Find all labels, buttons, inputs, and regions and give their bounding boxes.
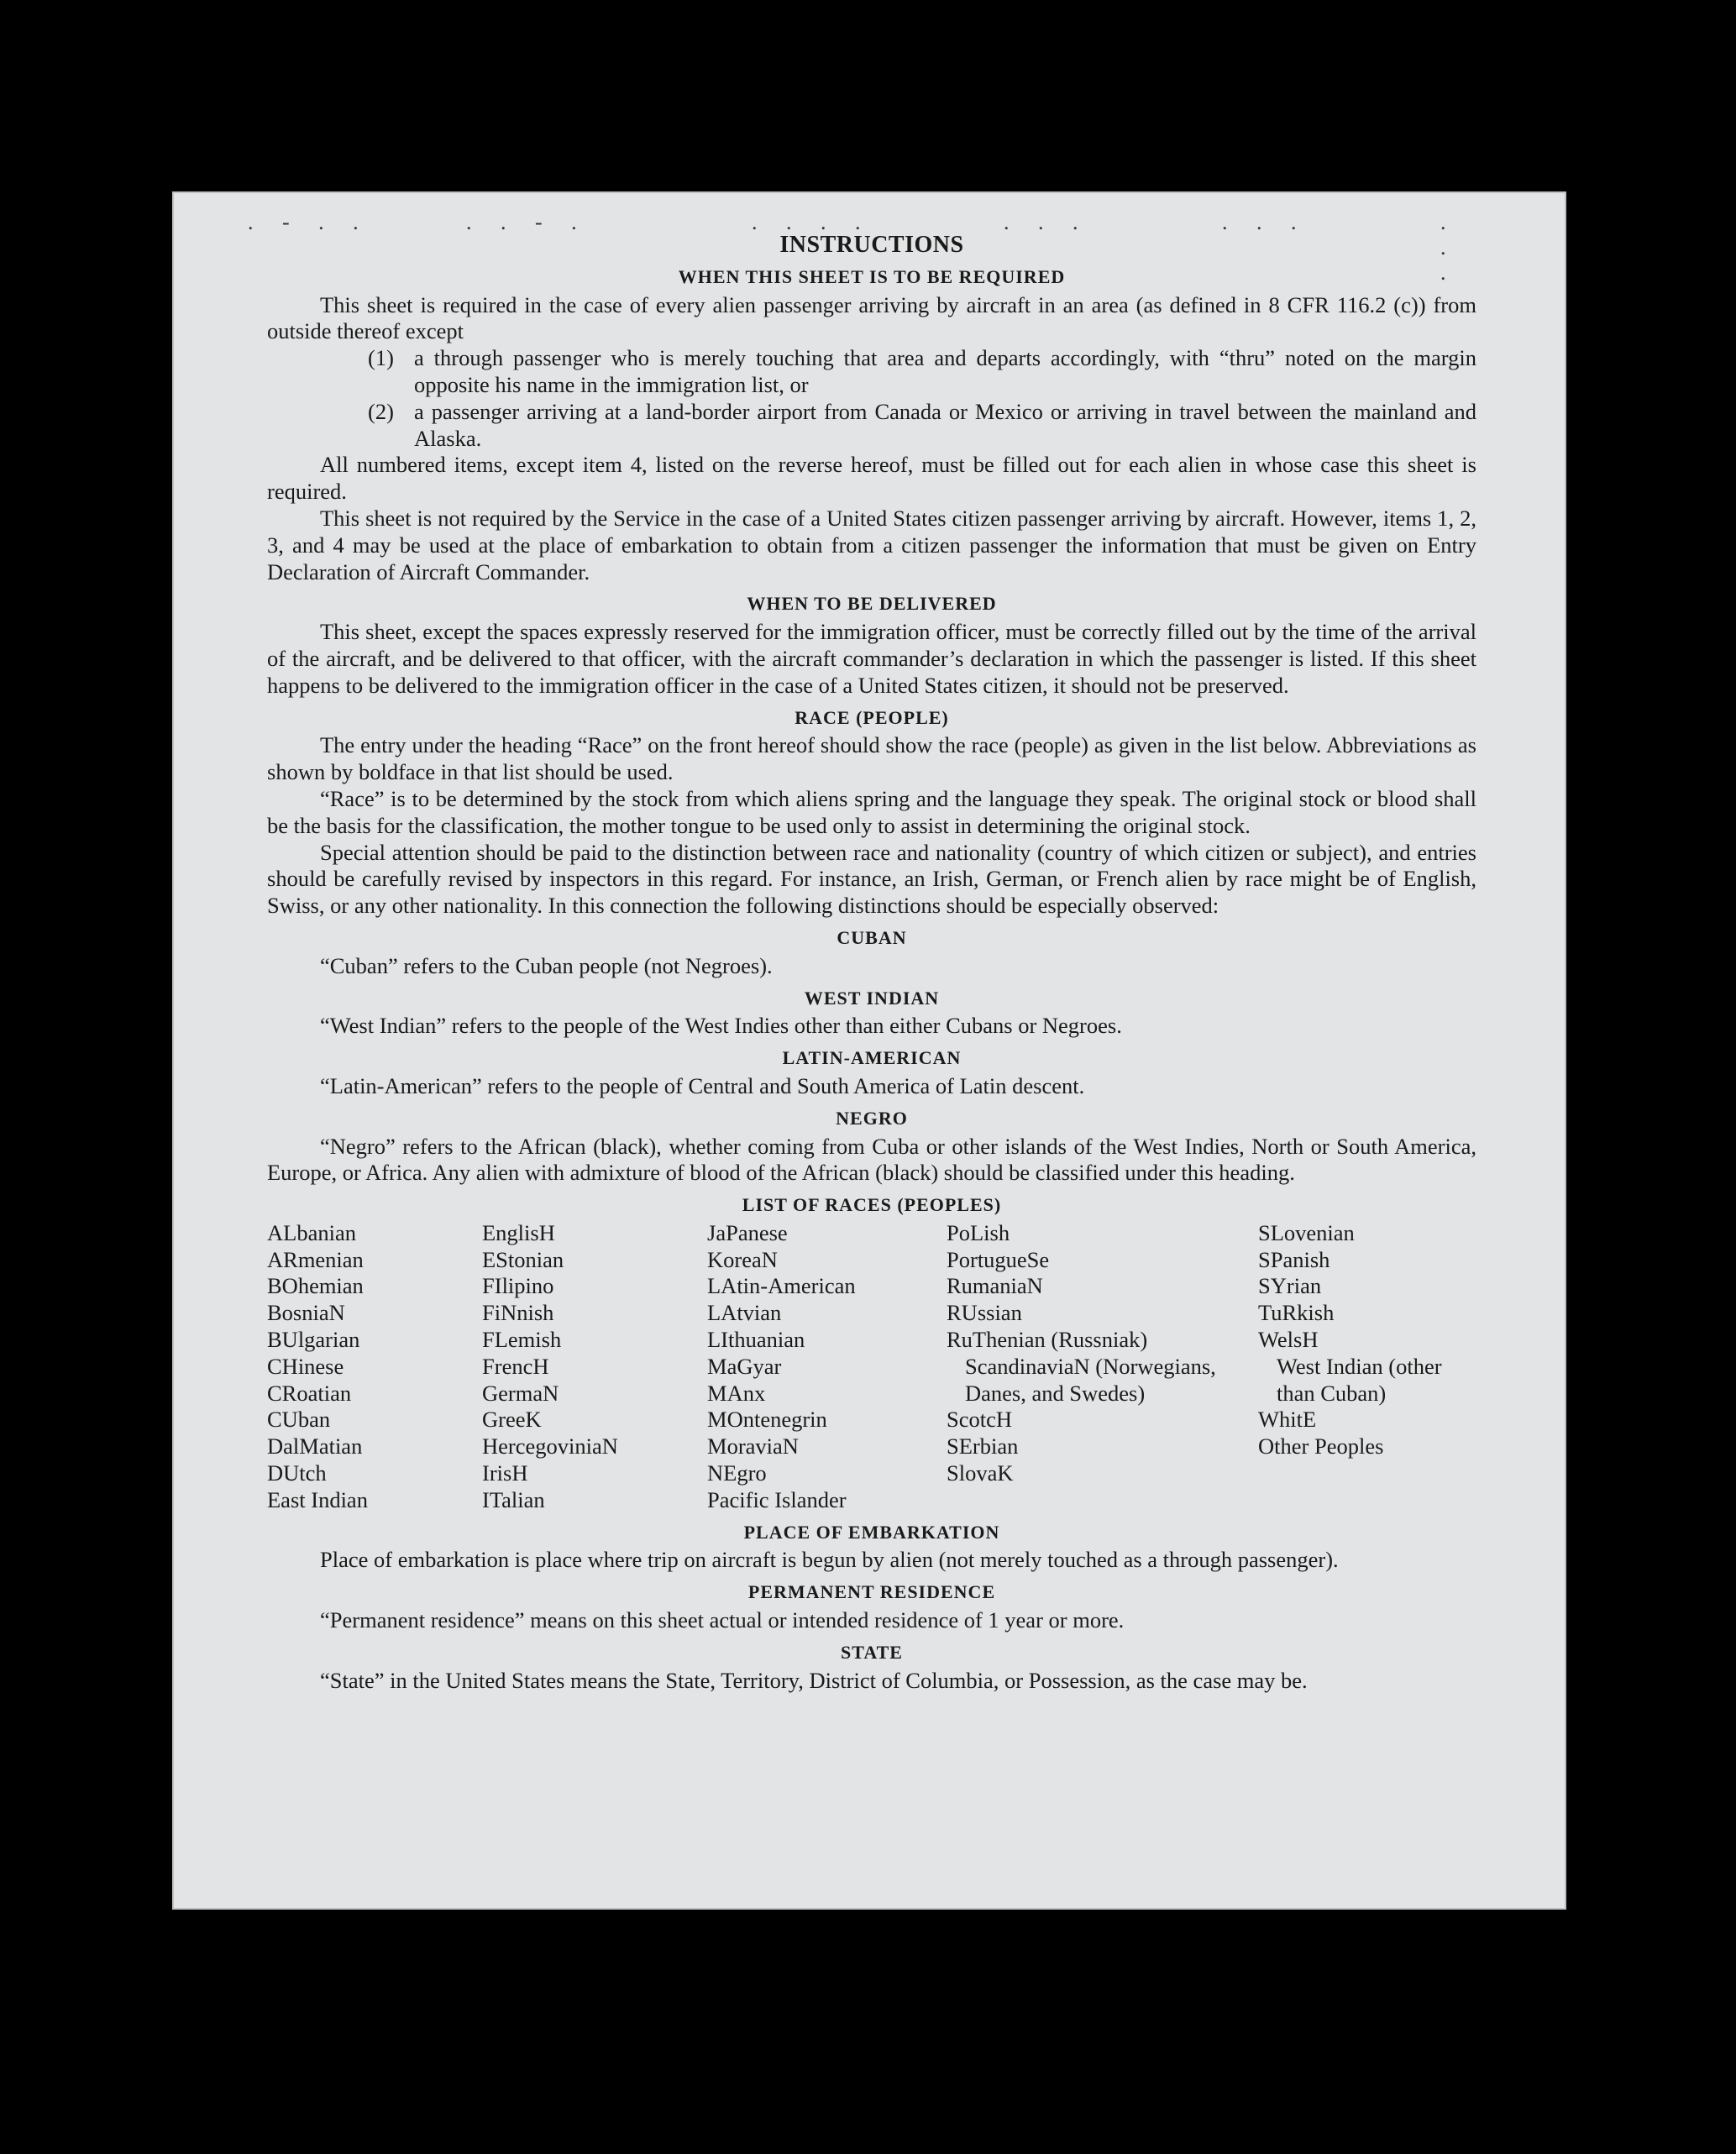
race-entry: GermaN: [482, 1380, 559, 1406]
race-entry: EStonian: [482, 1246, 564, 1272]
heading-when-delivered: WHEN TO BE DELIVERED: [747, 593, 997, 615]
races-list: [267, 1220, 1476, 1514]
race-entry: LIthuanian: [707, 1327, 805, 1353]
race-entry: JaPanese: [707, 1219, 788, 1245]
when-required-intro: This sheet is required in the case of every alien passenger arriving by aircraft in an area (as defined in 8 CFR 116.2 (c)) from outside thereof except: [267, 291, 1476, 344]
race-entry: FiNnish: [482, 1300, 554, 1326]
race-entry: Other Peoples: [1258, 1433, 1384, 1460]
race-entry: WhitE: [1258, 1407, 1317, 1433]
heading-latin-american: LATIN-AMERICAN: [782, 1047, 962, 1069]
race-entry: FrencH: [482, 1353, 549, 1379]
race-entry: LAtin-American: [707, 1273, 856, 1299]
race-entry: RuThenian (Russniak): [947, 1327, 1148, 1353]
races-column-4: [947, 1220, 1258, 1514]
race-entry: ScotcH: [947, 1407, 1013, 1433]
exception-item: [368, 399, 1476, 453]
race-entry: KoreaN: [707, 1246, 778, 1272]
page-title: INSTRUCTIONS: [779, 232, 964, 258]
races-column-3: [707, 1220, 947, 1514]
race-entry: TuRkish: [1258, 1300, 1335, 1326]
race-entry: RumaniaN: [947, 1273, 1043, 1299]
when-delivered-paragraph: This sheet, except the spaces expressly reserved for the immigration officer, must be correctly filled out by the time of the arrival of the aircraft, and be delivered to that officer, with the aircraft commander’s declaration in which the passenger is listed. If this sheet happens to be delivered to the immigration officer in the case of a United States citizen, it should not be preserved.: [267, 619, 1476, 698]
race-entry: PoLish: [947, 1219, 1010, 1245]
west-indian-definition: “West Indian” refers to the people of the West Indies other than either Cubans or Negroes.: [320, 1013, 1122, 1039]
heading-state: STATE: [841, 1641, 903, 1663]
item-text: a passenger arriving at a land-border airport from Canada or Mexico or arriving in travel between the mainland and Alaska.: [414, 398, 1476, 451]
race-entry: West Indian (other than Cuban): [1277, 1353, 1442, 1406]
item-number: (2): [368, 398, 394, 424]
heading-residence: PERMANENT RESIDENCE: [747, 1581, 996, 1603]
exception-item: [368, 345, 1476, 399]
race-paragraph-3: Special attention should be paid to the distinction between race and nationality (country of which citizen or subject), and entries should be carefully revised by inspectors in this regard. For instance, an Irish, German, or French alien by race might be of English, Swiss, or any other nationality. In this connection the following distinctions should be especially observed:: [267, 839, 1476, 919]
race-entry: DUtch: [267, 1460, 327, 1486]
race-entry: BOhemian: [267, 1273, 364, 1299]
numbered-items-paragraph: All numbered items, except item 4, listed on the reverse hereof, must be filled out for each alien in whose case this sheet is required.: [267, 452, 1476, 505]
cuban-definition: “Cuban” refers to the Cuban people (not Negroes).: [320, 952, 773, 978]
citizen-paragraph: This sheet is not required by the Service in the case of a United States citizen passenger arriving by aircraft. However, items 1, 2, 3, and 4 may be used at the place of embarkation to obtain from a citizen passenger the information that must be given on Entry Declaration of Aircraft Commander.: [267, 505, 1476, 584]
race-entry: PortugueSe: [947, 1246, 1050, 1272]
heading-west-indian: WEST INDIAN: [804, 987, 940, 1009]
race-entry: IrisH: [482, 1460, 528, 1486]
races-column-5: [1258, 1220, 1476, 1514]
race-entry: FIlipino: [482, 1273, 554, 1299]
heading-cuban: CUBAN: [837, 926, 907, 948]
race-entry: SlovaK: [947, 1460, 1014, 1486]
residence-definition: “Permanent residence” means on this sheet actual or intended residence of 1 year or more.: [320, 1607, 1125, 1633]
race-entry: MaGyar: [707, 1353, 782, 1379]
race-entry: GreeK: [482, 1407, 542, 1433]
race-entry: MoraviaN: [707, 1433, 799, 1460]
race-entry: ScandinaviaN (Norwegians, Danes, and Swedes): [965, 1353, 1216, 1406]
race-entry: ITalian: [482, 1486, 545, 1512]
race-entry: MOntenegrin: [707, 1407, 827, 1433]
race-paragraph-2: “Race” is to be determined by the stock from which aliens spring and the language they speak. The original stock or blood shall be the basis for the classification, the mother tongue to be used only to assist in determining the original stock.: [267, 785, 1476, 838]
race-paragraph-1: The entry under the heading “Race” on the front hereof should show the race (people) as given in the list below. Abbreviations as shown by boldface in that list should be used.: [267, 732, 1476, 785]
item-text: a through passenger who is merely touching that area and departs accordingly, with “thru” noted on the margin opposite his name in the immigration list, or: [414, 345, 1476, 397]
race-entry: EnglisH: [482, 1219, 555, 1245]
race-entry: DalMatian: [267, 1433, 363, 1460]
heading-race: RACE (PEOPLE): [795, 706, 949, 728]
race-entry: SYrian: [1258, 1273, 1322, 1299]
race-entry: NEgro: [707, 1460, 767, 1486]
race-entry: ARmenian: [267, 1246, 364, 1272]
race-entry: RUssian: [947, 1300, 1022, 1326]
race-entry: ALbanian: [267, 1219, 356, 1245]
heading-when-required: WHEN THIS SHEET IS TO BE REQUIRED: [678, 265, 1066, 287]
state-definition: “State” in the United States means the State, Territory, District of Columbia, or Possession, as the case may be.: [320, 1667, 1308, 1693]
latin-american-definition: “Latin-American” refers to the people of Central and South America of Latin descent.: [320, 1072, 1085, 1098]
races-column-2: [482, 1220, 707, 1514]
races-column-1: [267, 1220, 482, 1514]
race-entry: SLovenian: [1258, 1219, 1355, 1245]
race-entry: FLemish: [482, 1327, 562, 1353]
negro-definition: “Negro” refers to the African (black), whether coming from Cuba or other islands of the West Indies, North or South America, Europe, or Africa. Any alien with admixture of blood of the African (black) should be classified under this heading.: [267, 1133, 1476, 1186]
race-entry: BUlgarian: [267, 1327, 360, 1353]
race-entry: SPanish: [1258, 1246, 1330, 1272]
embarkation-definition: Place of embarkation is place where trip on aircraft is begun by alien (not merely touched as a through passenger).: [320, 1547, 1339, 1573]
document-page: . - . . . . - . . . . . . . . . . . . . . INSTRUCTIONS WHEN THIS SHEET IS TO BE REQUIRED This sheet is required in the case of every alien passenger arriving by aircraft in an area (as defined in 8 CFR 116.2 (c)) from outside thereof except (1) a through passenger who is merely touching that area and departs accordingly, with “thru” noted on the margin opposite his name in the immigration list, or (2) a passenger arriving at a land-border airport from Canada or Mexico or arriving in travel between the mainland and Alaska. All numbered items, except item 4, listed on the reverse hereof, must be filled out for each alien in whose case this sheet is required. This sheet is not required by the Service in the case of a United States citizen passenger arriving by aircraft. However, items 1, 2, 3, and 4 may be used at the place of embarkation to obtain from a citizen passenger the information that must be given on Entry Declaration of Aircraft Commander. WHEN TO BE DELIVERED This sheet, except the spaces expressly reserved for the immigration officer, must be correctly filled out by the time of the arrival of the aircraft, and be delivered to that officer, with the aircraft commander’s declaration in which the passenger is listed. If this sheet happens to be delivered to the immigration officer in the case of a United States citizen, it should not be preserved. RACE (PEOPLE) The entry under the heading “Race” on the front hereof should show the race (people) as given in the list below. Abbreviations as shown by boldface in that list should be used. “Race” is to be determined by the stock from which aliens spring and the language they speak. The original stock or blood shall be the basis for the classification, the mother tongue to be used only to assist in determining the original stock. Special attention should be paid to the distinction between race and nationality (country of which citizen or subject), and entries should be carefully revised by inspectors in this regard. For instance, an Irish, German, or French alien by race might be of English, Swiss, or any other nationality. In this connection the following distinctions should be especially observed: CUBAN “Cuban” refers to the Cuban people (not Negroes). WEST INDIAN “West Indian” refers to the people of the West Indies other than either Cubans or Negroes. LATIN-AMERICAN “Latin-American” refers to the people of Central and South America of Latin descent. NEGRO “Negro” refers to the African (black), whether coming from Cuba or other islands of the West Indies, North or South America, Europe, or Africa. Any alien with admixture of blood of the African (black) should be classified under this heading. LIST OF RACES (PEOPLES) ALbanian ARmenian BOhemian BosniaN BUlgarian CHinese CRoatian CUban DalMatian DUtch East Indian EnglisH EStonian FIlipino FiNnish FLemish FrencH GermaN GreeK HercegoviniaN IrisH ITalian JaPanese KoreaN LAtin-American LAtvian LIthuanian MaGyar MAnx MOntenegrin MoraviaN NEgro Pacific Islander PoLish PortugueSe RumaniaN RUssian RuThenian (Russniak) ScandinaviaN (Norwegians, Danes, and Swedes) ScotcH SErbian SlovaK SLovenian SPanish SYrian TuRkish WelsH West Indian (other than Cuban) WhitE Other Peoples PLACE OF EMBARKATION Place of embarkation is place where trip on aircraft is begun by alien (not merely touched as a through passenger). PERMANENT RESIDENCE “Permanent residence” means on this sheet actual or intended residence of 1 year or more. STATE “State” in the United States means the State, Territory, District of Columbia, or Possession, as the case may be.: [172, 191, 1566, 1910]
race-entry: LAtvian: [707, 1300, 782, 1326]
race-entry: Pacific Islander: [707, 1486, 847, 1512]
race-entry: CRoatian: [267, 1380, 352, 1406]
race-entry: SErbian: [947, 1433, 1019, 1460]
instructions-text: [267, 232, 1476, 1694]
heading-negro: NEGRO: [836, 1107, 908, 1129]
race-entry: WelsH: [1258, 1327, 1319, 1353]
race-entry: CHinese: [267, 1353, 344, 1379]
race-entry: BosniaN: [267, 1300, 345, 1326]
race-entry: East Indian: [267, 1486, 368, 1512]
item-number: (1): [368, 345, 394, 371]
heading-list-of-races: LIST OF RACES (PEOPLES): [742, 1194, 1002, 1216]
race-entry: CUban: [267, 1407, 331, 1433]
race-entry: HercegoviniaN: [482, 1433, 618, 1460]
heading-embarkation: PLACE OF EMBARKATION: [743, 1521, 1000, 1543]
race-entry: MAnx: [707, 1380, 766, 1406]
